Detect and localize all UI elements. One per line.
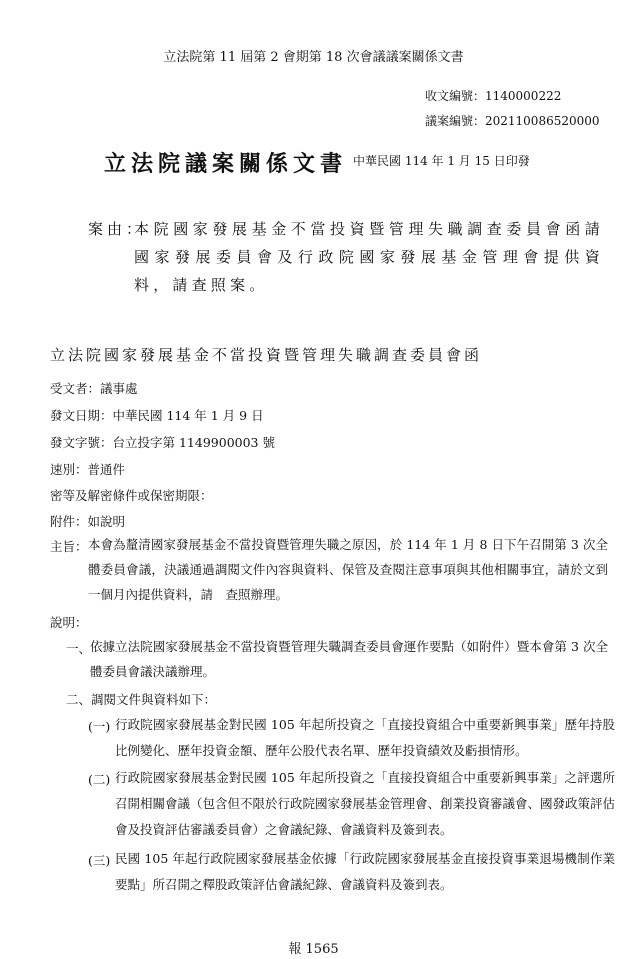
- doc-number-field: 發文字號：台立投字第 1149900003 號: [50, 435, 275, 450]
- case-text: 本院國家發展基金不當投資暨管理失職調查委員會函請國家發展委員會及行政院國家發展基金管理會提供資料，請查照案。: [134, 220, 604, 294]
- explanation-item-1-text: 依據立法院國家發展基金不當投資暨管理失職調查委員會運作要點（如附件）暨本會第 3 次全體委員會議決議辦理。: [90, 639, 608, 679]
- document-title: 立法院議案關係文書: [104, 151, 348, 177]
- receipt-number: 收文編號：1140000222: [425, 89, 562, 103]
- subitem-2-text: 行政院國家發展基金對民國 105 年起所投資之「直接投資組合中重要新興事業」之評選所召開相關會議（包含但不限於行政院國家發展基金管理會、創業投資審議會、國發政策評估會及投資評估審議委員會）之會議紀錄、會議資料及簽到表。: [115, 770, 616, 837]
- attachment-field: 附件：如說明: [50, 514, 126, 529]
- subitem-3-text: 民國 105 年起行政院國家發展基金依據「行政院國家發展基金直接投資事業退場機制作業要點」所召開之釋股政策評估會議紀錄、會議資料及簽到表。: [115, 851, 615, 892]
- subitem-3-mark: (三): [88, 853, 111, 868]
- confidentiality-field: 密等及解密條件或保密期限：: [50, 488, 213, 503]
- explanation-label: 說明：: [50, 615, 88, 630]
- subject-text: 本會為釐清國家發展基金不當投資暨管理失職之原因，於 114 年 1 月 8 日下午召開第 3 次全體委員會議，決議通過調閱文件內容與資料、保管及查閱注意事項與其他相關事宜，請於文到一個月內提供資料，請 查照辦理。: [88, 537, 608, 602]
- subitem-1-mark: (一): [88, 719, 111, 734]
- letter-organization: 立法院國家發展基金不當投資暨管理失職調查委員會函: [50, 346, 483, 364]
- subitem-1-text: 行政院國家發展基金對民國 105 年起所投資之「直接投資組合中重要新興事業」歷年持股比例變化、歷年投資金額、歷年公股代表名單、歷年投資績效及虧損情形。: [115, 717, 615, 758]
- session-header: 立法院第 11 屆第 2 會期第 18 次會議議案關係文書: [163, 50, 464, 65]
- explanation-item-2: 二、調閱文件與資料如下：: [66, 692, 217, 707]
- speed-field: 速別：普通件: [50, 462, 126, 477]
- case-label: 案由：: [88, 220, 146, 238]
- issue-date-field: 發文日期：中華民國 114 年 1 月 9 日: [50, 408, 264, 423]
- subject-label: 主旨：: [50, 539, 88, 554]
- explanation-item-1-mark: 一、: [66, 641, 92, 656]
- recipient-field: 受文者：議事處: [50, 381, 138, 396]
- printed-date: 中華民國 114 年 1 月 15 日印發: [353, 154, 530, 168]
- bill-number: 議案編號：202110086520000: [425, 114, 600, 128]
- page-number: 報 1565: [288, 942, 339, 957]
- subitem-2-mark: (二): [88, 772, 111, 787]
